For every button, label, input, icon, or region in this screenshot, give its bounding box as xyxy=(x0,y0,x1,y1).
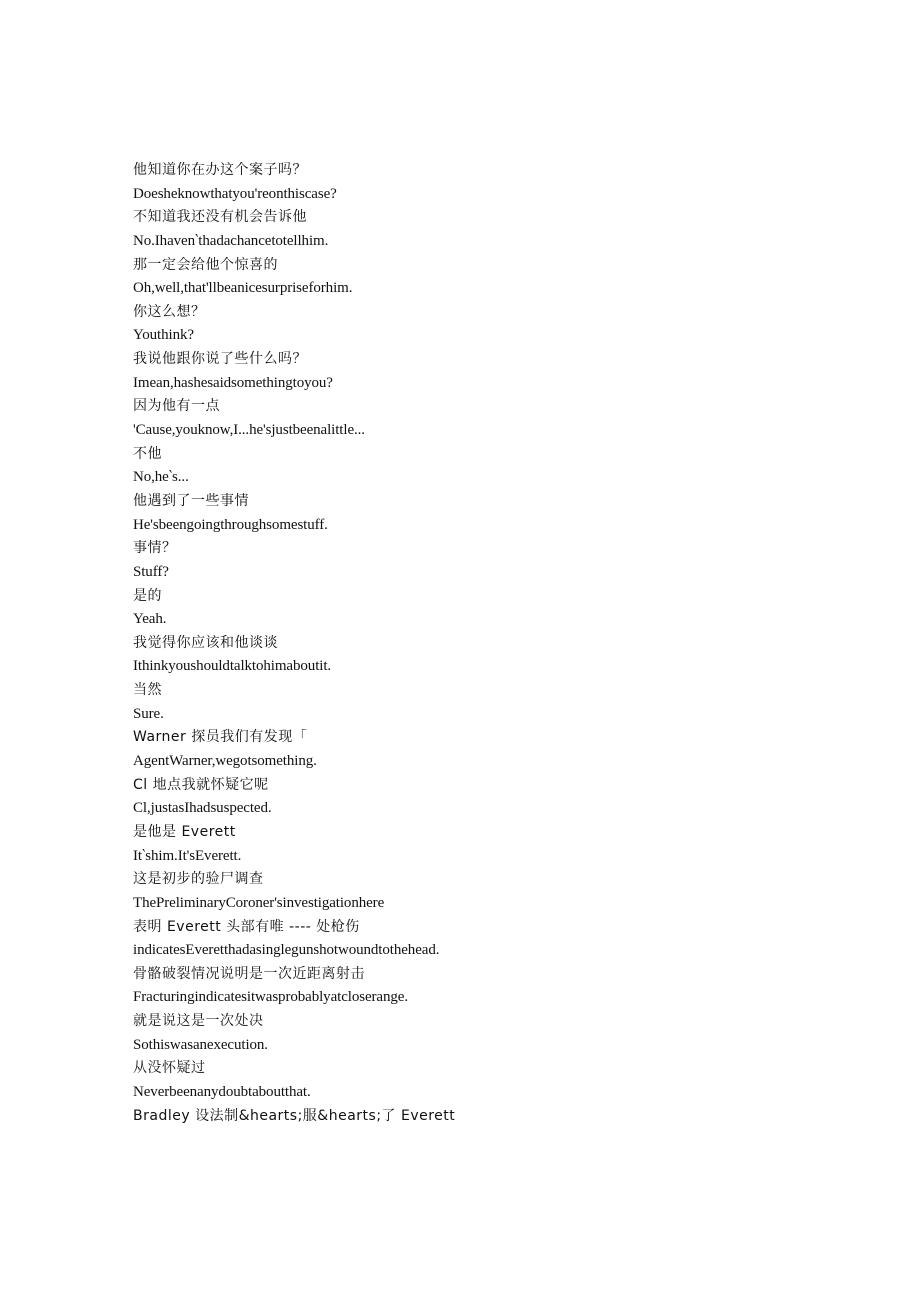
subtitle-line-english: Cl,justasIhadsuspected. xyxy=(133,800,272,817)
subtitle-line-chinese: 他遇到了一些事情 xyxy=(133,492,249,509)
subtitle-line-chinese: 表明 Everett 头部有唯 ---- 处枪伤 xyxy=(133,918,360,935)
subtitle-line-english: Stuff? xyxy=(133,563,169,580)
subtitle-line-english: ThePreliminaryCoroner'sinvestigationhere xyxy=(133,894,385,911)
subtitle-line-english: Imean,hashesaidsomethingtoyou? xyxy=(133,374,333,391)
subtitle-line-english: Doesheknowthatyou'reonthiscase? xyxy=(133,185,337,202)
subtitle-line-english: AgentWarner,wegotsomething. xyxy=(133,753,317,770)
subtitle-line-chinese: 就是说这是一次处决 xyxy=(133,1013,264,1030)
subtitle-line-english: Yeah. xyxy=(133,611,167,628)
subtitle-transcript xyxy=(133,159,833,1128)
subtitle-line-chinese: 因为他有一点 xyxy=(133,398,220,415)
subtitle-line-chinese: 我说他跟你说了些什么吗？ xyxy=(133,351,307,368)
subtitle-line-chinese: 从没怀疑过 xyxy=(133,1060,206,1077)
subtitle-line-chinese: 这是初步的验尸调查 xyxy=(133,871,264,888)
subtitle-line-english: indicatesEveretthadasinglegunshotwoundtothehead. xyxy=(133,942,440,959)
subtitle-line-english: 'Cause,youknow,I...he'sjustbeenalittle... xyxy=(133,422,365,439)
subtitle-line-chinese: 你这么想？ xyxy=(133,303,206,320)
subtitle-line-chinese: 不他 xyxy=(133,445,162,462)
subtitle-line-english: Fracturingindicatesitwasprobablyatcloserange. xyxy=(133,989,408,1006)
subtitle-line-chinese: 当然 xyxy=(133,682,162,699)
subtitle-line-chinese: 骨骼破裂情况说明是一次近距离射击 xyxy=(133,965,365,982)
subtitle-line-english: Ithinkyoushouldtalktohimaboutit. xyxy=(133,658,332,675)
subtitle-line-chinese: Cl 地点我就怀疑它呢 xyxy=(133,776,269,793)
subtitle-line-english: Youthink? xyxy=(133,327,194,344)
subtitle-line-english: Sothiswasanexecution. xyxy=(133,1036,268,1053)
subtitle-line-english: Oh,well,that'llbeanicesurpriseforhim. xyxy=(133,280,353,297)
subtitle-line-chinese: 我觉得你应该和他谈谈 xyxy=(133,634,278,651)
subtitle-line-chinese: 事情？ xyxy=(133,540,177,557)
subtitle-line-chinese: Bradley 设法制&hearts;服&hearts;了 Everett xyxy=(133,1107,456,1124)
subtitle-line-chinese: 他知道你在办这个案子吗？ xyxy=(133,162,307,178)
subtitle-line-chinese: 是他是 Everett xyxy=(133,823,236,840)
subtitle-line-chinese: Warner 探员我们有发现「 xyxy=(133,729,308,746)
subtitle-line-english: No,he‵s... xyxy=(133,469,189,486)
subtitle-line-chinese: 不知道我还没有机会告诉他 xyxy=(133,209,307,226)
subtitle-line-english: Sure. xyxy=(133,705,164,722)
subtitle-line-chinese: 那一定会给他个惊喜的 xyxy=(133,256,278,273)
subtitle-line-english: He'sbeengoingthroughsomestuff. xyxy=(133,516,328,533)
subtitle-line-english: Neverbeenanydoubtaboutthat. xyxy=(133,1083,311,1100)
subtitle-line-chinese: 是的 xyxy=(133,587,162,604)
subtitle-line-english: It‵shim.It'sEverett. xyxy=(133,847,242,864)
subtitle-line-english: No.Ihaven‵thadachancetotellhim. xyxy=(133,232,329,249)
